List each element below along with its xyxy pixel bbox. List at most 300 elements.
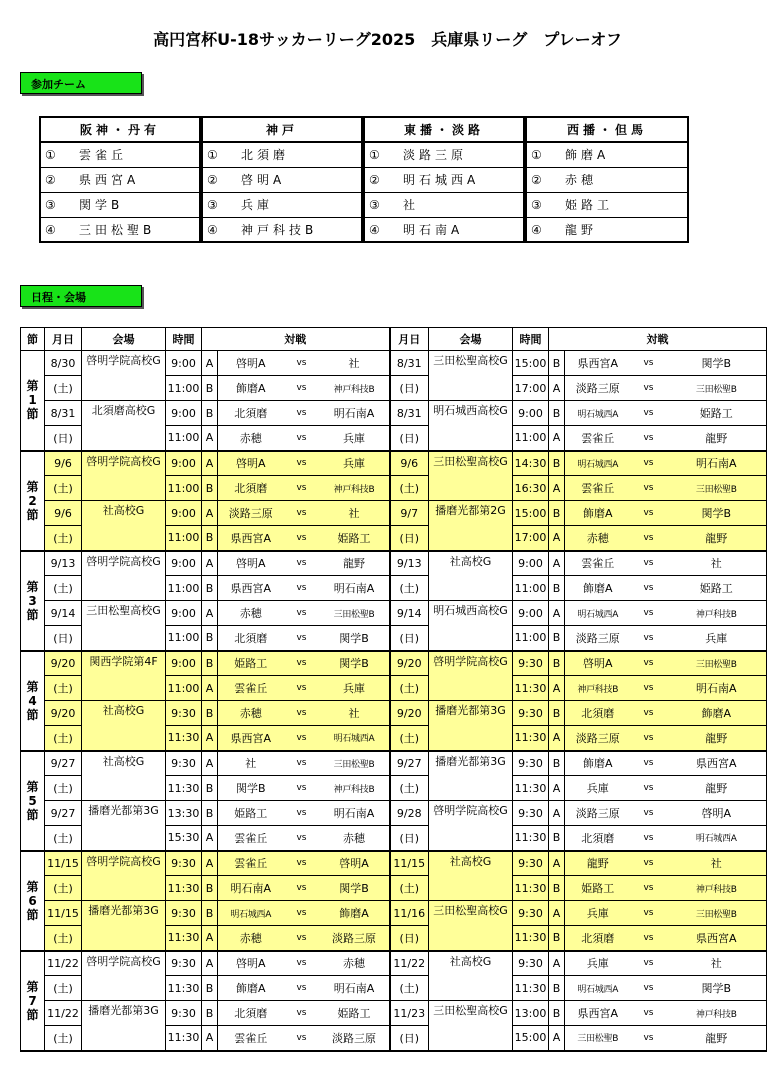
schedule-table <box>20 327 767 1052</box>
vs-label: vs <box>631 526 667 551</box>
home-team: 明石城西A <box>565 601 631 626</box>
table-row <box>21 901 767 926</box>
home-team: 龍野 <box>565 851 631 876</box>
home-team: 飾磨A <box>218 976 284 1001</box>
group-letter: A <box>202 501 218 526</box>
team-name: 明石城西A <box>403 173 480 187</box>
away-team: 啓明A <box>320 851 390 876</box>
match-date: 8/31 <box>390 351 429 376</box>
home-team: 県西宮A <box>218 576 284 601</box>
table-row <box>21 951 767 976</box>
group-letter: A <box>202 926 218 951</box>
away-team: 関学B <box>667 351 767 376</box>
match-date: 9/6 <box>45 451 82 476</box>
away-team: 明石城西A <box>667 826 767 851</box>
group-letter: A <box>202 751 218 776</box>
home-team: 北須磨 <box>565 826 631 851</box>
kickoff-time: 11:00 <box>513 576 549 601</box>
kickoff-time: 11:30 <box>166 726 202 751</box>
away-team: 神戸科技B <box>667 601 767 626</box>
match-date: 9/20 <box>45 701 82 726</box>
group-letter: B <box>202 976 218 1001</box>
away-team: 啓明A <box>667 801 767 826</box>
away-team: 神戸科技B <box>320 376 390 401</box>
table-row <box>21 601 767 626</box>
group-letter: A <box>549 776 565 801</box>
vs-label: vs <box>284 376 320 401</box>
venue: 明石城西高校G <box>429 601 513 651</box>
kickoff-time: 11:00 <box>166 476 202 501</box>
away-team: 淡路三原 <box>320 926 390 951</box>
home-team: 三田松聖B <box>565 1026 631 1051</box>
match-date: 8/31 <box>390 401 429 426</box>
table-row <box>21 851 767 876</box>
week-label-text: 第4節 <box>26 679 39 722</box>
away-team: 姫路工 <box>667 401 767 426</box>
kickoff-time: 11:00 <box>513 426 549 451</box>
date-header: 月日 <box>390 328 429 351</box>
home-team: 北須磨 <box>218 401 284 426</box>
away-team: 神戸科技B <box>320 476 390 501</box>
vs-label: vs <box>631 501 667 526</box>
home-team: 姫路工 <box>218 651 284 676</box>
match-date: 9/13 <box>45 551 82 576</box>
group-letter: A <box>549 801 565 826</box>
away-team: 明石南A <box>667 676 767 701</box>
match-date: 9/20 <box>390 701 429 726</box>
kickoff-time: 11:00 <box>513 626 549 651</box>
match-date: 8/30 <box>45 351 82 376</box>
team-cell <box>40 217 200 242</box>
vs-label: vs <box>284 576 320 601</box>
home-team: 淡路三原 <box>565 726 631 751</box>
group-letter: B <box>549 876 565 901</box>
group-letter: A <box>549 726 565 751</box>
home-team: 雲雀丘 <box>218 826 284 851</box>
table-row <box>21 751 767 776</box>
group-letter: B <box>549 576 565 601</box>
away-team: 兵庫 <box>320 426 390 451</box>
vs-label: vs <box>284 526 320 551</box>
match-date: (土) <box>390 876 429 901</box>
match-date: 9/20 <box>390 651 429 676</box>
team-name: 啓明A <box>241 173 286 187</box>
home-team: 飾磨A <box>565 501 631 526</box>
group-letter: B <box>549 651 565 676</box>
team-cell <box>202 167 362 192</box>
venue: 三田松聖高校G <box>429 1001 513 1051</box>
match-date: (土) <box>390 476 429 501</box>
group-letter: B <box>549 701 565 726</box>
match-date: 11/16 <box>390 901 429 926</box>
team-name: 県西宮A <box>79 173 140 187</box>
home-team: 雲雀丘 <box>218 1026 284 1051</box>
away-team: 赤穂 <box>320 951 390 976</box>
group-letter: A <box>549 676 565 701</box>
venue: 社高校G <box>429 951 513 1001</box>
vs-label: vs <box>631 376 667 401</box>
group-letter: A <box>549 601 565 626</box>
vs-label: vs <box>284 351 320 376</box>
team-cell <box>202 142 362 167</box>
home-team: 雲雀丘 <box>565 476 631 501</box>
match-date: (日) <box>390 526 429 551</box>
vs-label: vs <box>631 751 667 776</box>
match-date: (土) <box>390 576 429 601</box>
group-letter: B <box>202 1001 218 1026</box>
match-date: 9/6 <box>45 501 82 526</box>
home-team: 淡路三原 <box>218 501 284 526</box>
venue: 社高校G <box>82 751 166 801</box>
team-name: 社 <box>403 198 420 212</box>
team-name: 龍野 <box>565 222 598 237</box>
kickoff-time: 9:30 <box>513 851 549 876</box>
group-letter: A <box>202 351 218 376</box>
schedule-section-label: 日程・会場 <box>20 285 142 307</box>
team-name: 飾磨A <box>565 148 610 163</box>
match-date: (土) <box>45 676 82 701</box>
group-letter: A <box>202 426 218 451</box>
home-team: 県西宮A <box>565 1001 631 1026</box>
away-team: 関学B <box>320 876 390 901</box>
kickoff-time: 11:30 <box>513 976 549 1001</box>
kickoff-time: 15:00 <box>513 1026 549 1051</box>
group-letter: A <box>202 601 218 626</box>
kickoff-time: 11:30 <box>166 926 202 951</box>
kickoff-time: 11:00 <box>166 526 202 551</box>
table-row <box>21 701 767 726</box>
team-number: ④ <box>45 222 56 237</box>
home-team: 雲雀丘 <box>218 851 284 876</box>
kickoff-time: 9:00 <box>166 401 202 426</box>
vs-label: vs <box>631 401 667 426</box>
vs-label: vs <box>631 351 667 376</box>
kickoff-time: 9:00 <box>166 451 202 476</box>
away-team: 社 <box>320 351 390 376</box>
team-cell <box>526 192 688 217</box>
kickoff-time: 9:00 <box>513 401 549 426</box>
group-letter: A <box>202 826 218 851</box>
kickoff-time: 9:30 <box>513 701 549 726</box>
venue-header: 会場 <box>82 328 166 351</box>
group-letter: A <box>202 451 218 476</box>
away-team: 赤穂 <box>320 826 390 851</box>
table-row <box>21 651 767 676</box>
match-date: 11/15 <box>45 851 82 876</box>
match-date: (土) <box>45 526 82 551</box>
team-name: 雲雀丘 <box>79 148 128 163</box>
kickoff-time: 11:00 <box>166 376 202 401</box>
home-team: 赤穂 <box>218 426 284 451</box>
week-label <box>21 751 45 851</box>
away-team: 龍野 <box>667 526 767 551</box>
home-team: 関学B <box>218 776 284 801</box>
table-row <box>21 1001 767 1026</box>
team-name: 三田松聖B <box>79 222 156 237</box>
vs-label: vs <box>284 401 320 426</box>
vs-label: vs <box>631 676 667 701</box>
kickoff-time: 15:00 <box>513 501 549 526</box>
home-team: 飾磨A <box>565 751 631 776</box>
vs-label: vs <box>284 976 320 1001</box>
team-name: 関学B <box>79 198 124 212</box>
group-letter: B <box>549 751 565 776</box>
away-team: 関学B <box>320 651 390 676</box>
kickoff-time: 9:00 <box>166 551 202 576</box>
home-team: 北須磨 <box>565 701 631 726</box>
team-name: 淡路三原 <box>403 148 468 163</box>
away-team: 明石南A <box>320 976 390 1001</box>
team-name: 神戸科技B <box>241 222 318 237</box>
match-date: (土) <box>390 776 429 801</box>
home-team: 雲雀丘 <box>218 676 284 701</box>
venue: 明石城西高校G <box>429 401 513 451</box>
vs-label: vs <box>631 726 667 751</box>
team-number: ② <box>207 173 218 187</box>
group-letter: A <box>549 551 565 576</box>
vs-label: vs <box>631 976 667 1001</box>
venue: 播磨光都第2G <box>429 501 513 551</box>
week-header: 節 <box>21 328 45 351</box>
group-letter: B <box>202 401 218 426</box>
match-date: 9/27 <box>390 751 429 776</box>
block-header: 阪神・丹有 <box>40 117 200 142</box>
block-header: 西播・但馬 <box>526 117 688 142</box>
away-team: 龍野 <box>320 551 390 576</box>
venue: 啓明学院高校G <box>82 351 166 401</box>
vs-label: vs <box>631 776 667 801</box>
team-name: 兵庫 <box>241 198 274 212</box>
group-letter: A <box>202 551 218 576</box>
away-team: 龍野 <box>667 1026 767 1051</box>
group-letter: A <box>549 426 565 451</box>
home-team: 明石城西A <box>218 901 284 926</box>
kickoff-time: 9:00 <box>166 601 202 626</box>
away-team: 関学B <box>667 501 767 526</box>
home-team: 啓明A <box>218 351 284 376</box>
block-header: 東播・淡路 <box>364 117 524 142</box>
team-number: ④ <box>531 222 542 237</box>
vs-label: vs <box>284 876 320 901</box>
home-team: 淡路三原 <box>565 626 631 651</box>
venue: 播磨光都第3G <box>429 701 513 751</box>
home-team: 赤穂 <box>218 926 284 951</box>
team-name: 明石南A <box>403 222 464 237</box>
match-date: (日) <box>390 376 429 401</box>
vs-label: vs <box>631 476 667 501</box>
kickoff-time: 13:30 <box>166 801 202 826</box>
team-number: ③ <box>531 198 542 212</box>
table-row <box>21 501 767 526</box>
week-label <box>21 551 45 651</box>
match-date: 9/27 <box>45 751 82 776</box>
kickoff-time: 11:30 <box>513 926 549 951</box>
match-date: (土) <box>45 576 82 601</box>
vs-label: vs <box>284 726 320 751</box>
away-team: 兵庫 <box>320 676 390 701</box>
team-cell <box>526 142 688 167</box>
group-letter: B <box>202 526 218 551</box>
vs-label: vs <box>284 826 320 851</box>
home-team: 赤穂 <box>565 526 631 551</box>
group-letter: A <box>549 476 565 501</box>
vs-label: vs <box>631 801 667 826</box>
venue-header: 会場 <box>429 328 513 351</box>
match-date: 11/15 <box>45 901 82 926</box>
kickoff-time: 11:30 <box>166 876 202 901</box>
match-date: (日) <box>390 626 429 651</box>
group-letter: A <box>549 851 565 876</box>
kickoff-time: 11:00 <box>166 676 202 701</box>
vs-label: vs <box>631 901 667 926</box>
away-team: 県西宮A <box>667 751 767 776</box>
table-row <box>21 351 767 376</box>
team-number: ② <box>369 173 380 187</box>
group-letter: A <box>549 901 565 926</box>
match-date: (土) <box>45 1026 82 1051</box>
kickoff-time: 9:30 <box>166 951 202 976</box>
home-team: 北須磨 <box>218 476 284 501</box>
participants-section-label: 参加チーム <box>20 72 142 94</box>
away-team: 社 <box>667 551 767 576</box>
group-letter: B <box>202 576 218 601</box>
vs-label: vs <box>631 951 667 976</box>
group-letter: B <box>202 376 218 401</box>
kickoff-time: 17:00 <box>513 526 549 551</box>
venue: 三田松聖高校G <box>429 451 513 501</box>
away-team: 龍野 <box>667 776 767 801</box>
match-date: (土) <box>45 926 82 951</box>
match-date: (土) <box>390 676 429 701</box>
match-date: (土) <box>45 976 82 1001</box>
away-team: 姫路工 <box>320 1001 390 1026</box>
match-date: 11/22 <box>45 951 82 976</box>
group-letter: B <box>202 651 218 676</box>
kickoff-time: 9:30 <box>166 901 202 926</box>
away-team: 県西宮A <box>667 926 767 951</box>
kickoff-time: 9:00 <box>166 651 202 676</box>
team-cell <box>40 192 200 217</box>
vs-label: vs <box>284 951 320 976</box>
venue: 播磨光都第3G <box>82 1001 166 1051</box>
match-date: 11/22 <box>45 1001 82 1026</box>
team-number: ③ <box>207 198 218 212</box>
home-team: 明石城西A <box>565 451 631 476</box>
vs-label: vs <box>631 451 667 476</box>
home-team: 明石南A <box>218 876 284 901</box>
team-number: ② <box>531 173 542 187</box>
home-team: 淡路三原 <box>565 801 631 826</box>
match-date: 9/13 <box>390 551 429 576</box>
kickoff-time: 9:00 <box>513 551 549 576</box>
week-label-text: 第2節 <box>26 479 39 522</box>
match-date: (土) <box>45 476 82 501</box>
away-team: 明石城西A <box>320 726 390 751</box>
match-date: 9/14 <box>390 601 429 626</box>
venue: 啓明学院高校G <box>82 451 166 501</box>
home-team: 姫路工 <box>565 876 631 901</box>
vs-label: vs <box>631 876 667 901</box>
home-team: 明石城西A <box>565 401 631 426</box>
home-team: 啓明A <box>218 451 284 476</box>
group-letter: A <box>202 1026 218 1051</box>
match-date: (日) <box>45 626 82 651</box>
home-team: 兵庫 <box>565 776 631 801</box>
vs-label: vs <box>284 1026 320 1051</box>
venue: 三田松聖高校G <box>82 601 166 651</box>
vs-label: vs <box>284 476 320 501</box>
home-team: 姫路工 <box>218 801 284 826</box>
match-date: 11/23 <box>390 1001 429 1026</box>
kickoff-time: 16:30 <box>513 476 549 501</box>
team-name: 姫路工 <box>565 198 614 212</box>
match-date: (土) <box>45 376 82 401</box>
kickoff-time: 14:30 <box>513 451 549 476</box>
away-team: 社 <box>667 951 767 976</box>
group-letter: B <box>202 901 218 926</box>
week-label-text: 第7節 <box>26 979 39 1022</box>
match-date: 11/22 <box>390 951 429 976</box>
team-cell <box>40 142 200 167</box>
vs-label: vs <box>631 426 667 451</box>
match-date: 9/27 <box>45 801 82 826</box>
away-team: 三田松聖B <box>320 751 390 776</box>
week-label-text: 第6節 <box>26 879 39 922</box>
vs-label: vs <box>284 651 320 676</box>
week-label-text: 第3節 <box>26 579 39 622</box>
time-header: 時間 <box>513 328 549 351</box>
group-letter: B <box>549 626 565 651</box>
kickoff-time: 9:30 <box>166 851 202 876</box>
group-letter: B <box>202 876 218 901</box>
vs-label: vs <box>631 701 667 726</box>
kickoff-time: 11:30 <box>166 776 202 801</box>
match-date: 9/7 <box>390 501 429 526</box>
venue: 社高校G <box>82 501 166 551</box>
group-letter: B <box>202 476 218 501</box>
week-label-text: 第1節 <box>26 379 39 422</box>
venue: 播磨光都第3G <box>429 751 513 801</box>
week-label <box>21 851 45 951</box>
vs-label: vs <box>284 1001 320 1026</box>
team-name: 赤穂 <box>565 173 598 187</box>
away-team: 明石南A <box>320 576 390 601</box>
away-team: 飾磨A <box>667 701 767 726</box>
home-team: 赤穂 <box>218 701 284 726</box>
away-team: 姫路工 <box>320 526 390 551</box>
away-team: 龍野 <box>667 426 767 451</box>
group-letter: B <box>202 626 218 651</box>
vs-label: vs <box>284 751 320 776</box>
team-cell <box>364 142 524 167</box>
kickoff-time: 9:00 <box>513 601 549 626</box>
vs-label: vs <box>284 676 320 701</box>
vs-label: vs <box>284 701 320 726</box>
away-team: 三田松聖B <box>667 476 767 501</box>
team-number: ① <box>369 148 380 163</box>
team-cell <box>364 167 524 192</box>
group-letter: B <box>202 801 218 826</box>
vs-label: vs <box>631 576 667 601</box>
kickoff-time: 11:30 <box>166 976 202 1001</box>
match-date: (日) <box>45 426 82 451</box>
venue: 三田松聖高校G <box>429 351 513 401</box>
vs-label: vs <box>631 1026 667 1051</box>
venue: 社高校G <box>82 701 166 751</box>
match-date: (土) <box>390 976 429 1001</box>
away-team: 姫路工 <box>667 576 767 601</box>
vs-label: vs <box>631 551 667 576</box>
